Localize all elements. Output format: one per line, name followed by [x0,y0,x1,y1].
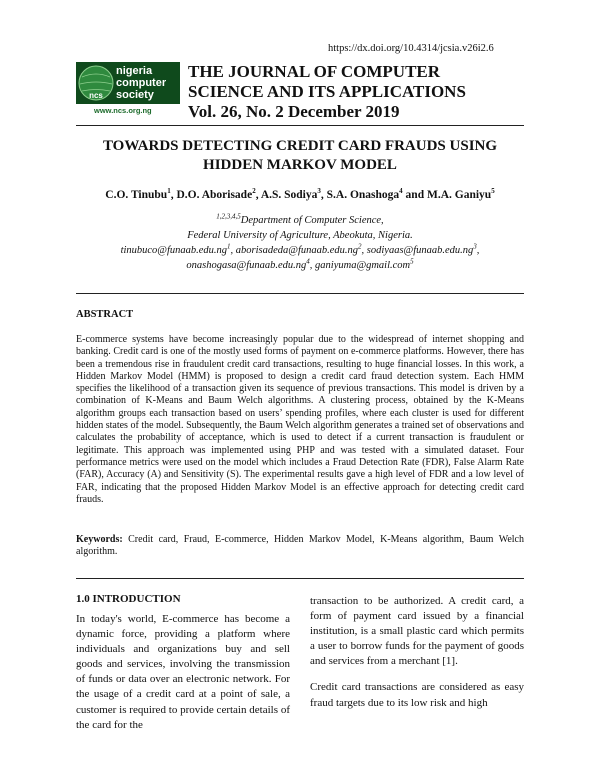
affiliation-emails-line2 [60,258,540,273]
affiliation-block [60,213,540,273]
abstract-text: E-commerce systems have become increasingly popular due to the widespread of internet shopping and banking. Credit card is one of the mostly used forms of payment on e-commerce platforms. However, there has been a tremendous rise in fraudulent credit card transactions, resulting to huge financial losses. In this work, a Hidden Markov Model (HMM) is proposed to design a credit card fraud detection system. Each HMM specifies the likelihood of a transaction given its sequence of previous transactions. This model is driven by a combination of K-Means and Baum Welch algorithms. A clustering process, obtained by the K-Means algorithm groups each transaction based on users’ spending profiles, where each cluster is used for different hidden states of the model. Subsequently, the Baum Welch algorithm generates a trained set of observations and calculates the probability of acceptance, which is used to detect if a current transaction is fraudulent or legitimate. This approach was implemented using PHP and was tested with a simulated dataset. Four performance metrics were used on the model which includes a Fraud Detection Rate (FDR), False Alarm Rate (FAR), Accuracy (A) and Sensitivity (S). The experimental results gave a high level of FDR and a low level of FAR, indicating that the proposed Hidden Markov Model is an effective approach for detecting credit card frauds. [76,334,524,505]
author-name: S.A. Onashoga [326,189,400,201]
author-email[interactable]: sodiyaas@funaab.edu.ng [366,245,474,256]
body-column-right [310,594,524,711]
email-separator: , [361,245,367,256]
keywords-label: Keywords: [76,534,123,545]
ncs-logo [76,62,180,104]
author-email[interactable]: onashogasa@funaab.edu.ng [186,260,307,271]
email-separator: , [309,260,316,271]
intro-paragraph: In today's world, E-commerce has become a dynamic force, providing a platform where individuals and organizations buy and sell goods and services, involving the transmission of funds or data over an electronic network. For the usage of a credit card at a point of sale, a customer is required to provide certain details of the card for the [76,613,290,731]
author-sup: 1 [167,187,171,196]
journal-volume: Vol. 26, No. 2 December 2019 [188,102,400,121]
keywords [76,534,524,559]
author-separator: , [320,189,327,201]
email-separator: , [230,245,236,256]
author-separator: , [170,189,177,201]
email-sup: 1 [227,242,231,251]
author-separator: and [402,189,427,201]
paper-title-line1: TOWARDS DETECTING CREDIT CARD FRAUDS USING [102,138,498,154]
paper-title [60,137,540,175]
paper-title-line2: HIDDEN MARKOV MODEL [203,157,397,173]
logo-line-computer: computer [116,77,167,89]
email-separator: , [476,245,480,256]
logo-badge: ncs [89,91,103,100]
author-sup: 4 [399,187,403,196]
body-column-left [76,612,290,733]
affiliation-sup: 1,2,3,4,5 [216,212,241,221]
logo-line-nigeria: nigeria [116,65,153,77]
journal-title [188,62,466,122]
abstract-bottom-divider [76,578,524,579]
author-separator: , [255,189,261,201]
author-sup: 5 [491,187,495,196]
author-sup: 2 [252,187,256,196]
author-email[interactable]: ganiyuma@gmail.com [315,260,411,271]
affiliation-emails-line1 [60,243,540,258]
author-email[interactable]: aborisadeda@funaab.edu.ng [235,245,359,256]
intro-paragraph: Credit card transactions are considered as easy fraud targets due to its low risk and high [310,681,524,709]
logo-line-society: society [116,89,154,101]
section-heading-introduction: 1.0 INTRODUCTION [76,593,181,605]
abstract-heading: ABSTRACT [76,309,134,320]
journal-title-line1: THE JOURNAL OF COMPUTER [188,62,441,81]
author-name: M.A. Ganiyu [426,189,492,201]
author-sup: 3 [317,187,321,196]
ncs-logo-graphic [76,62,180,104]
email-sup: 5 [410,257,414,266]
header-divider [76,125,524,126]
email-sup: 4 [306,257,310,266]
logo-url: www.ncs.org.ng [94,106,152,115]
doi-link[interactable]: https://dx.doi.org/10.4314/jcsia.v26i2.6 [328,43,494,54]
author-name: A.S. Sodiya [260,189,318,201]
journal-title-line2: SCIENCE AND ITS APPLICATIONS [188,82,466,101]
email-sup: 2 [358,242,362,251]
author-name: D.O. Aborisade [176,189,253,201]
author-list [60,189,540,201]
intro-paragraph: transaction to be authorized. A credit card, a form of payment card issued by a financial institution, is a small plastic card which permits a user to borrow funds for the payment of goods and services from a merchant [1]. [310,595,524,668]
affiliation-dept-line [60,213,540,228]
keywords-text: Credit card, Fraud, E-commerce, Hidden Markov Model, K-Means algorithm, Baum Welch algorithm. [76,534,524,558]
affiliation-dept: Department of Computer Science, [240,215,384,226]
email-sup: 3 [473,242,477,251]
author-email[interactable]: tinubuco@funaab.edu.ng [120,245,228,256]
author-name: C.O. Tinubu [105,189,168,201]
abstract-top-divider [76,293,524,294]
affiliation-university: Federal University of Agriculture, Abeokuta, Nigeria. [187,230,413,241]
